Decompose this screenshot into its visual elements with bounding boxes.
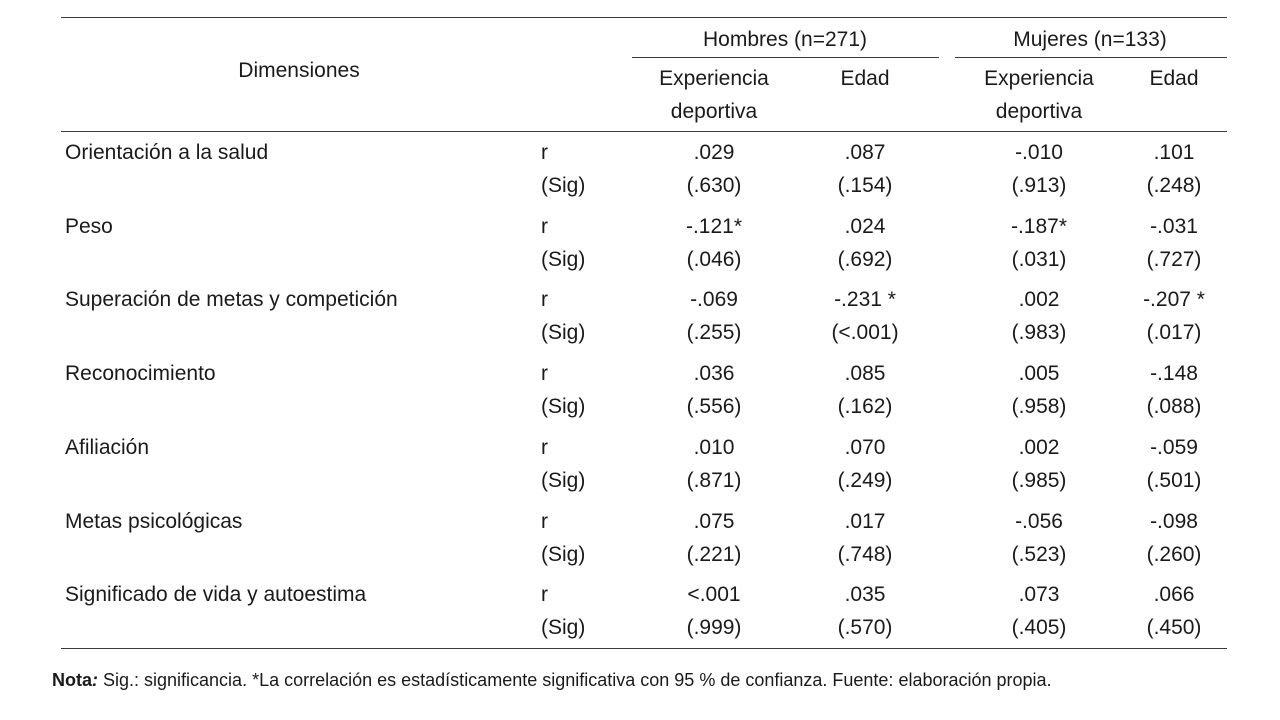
stat-label-sig: (Sig)	[541, 543, 586, 566]
sig-value: (.630)	[686, 174, 742, 197]
r-value: .070	[844, 436, 886, 459]
bottom-rule	[61, 648, 1227, 649]
r-value: -.031	[1150, 215, 1198, 238]
r-value: .017	[844, 510, 886, 533]
r-value: -.069	[690, 288, 738, 311]
stat-label-r: r	[541, 436, 548, 459]
r-value: .075	[693, 510, 735, 533]
group-underline-hombres	[632, 57, 939, 58]
r-value: -.121*	[685, 215, 743, 238]
sig-value: (.031)	[1011, 248, 1067, 271]
sig-value: (.748)	[837, 543, 893, 566]
r-value: .066	[1153, 583, 1195, 606]
sig-value: (.958)	[1011, 395, 1067, 418]
group-header-mujeres: Mujeres (n=133)	[1013, 28, 1167, 51]
dimension-name: Reconocimiento	[65, 362, 216, 385]
r-value: .002	[1018, 436, 1060, 459]
stat-label-sig: (Sig)	[541, 395, 586, 418]
r-value: .024	[844, 215, 886, 238]
sig-value: (.162)	[837, 395, 893, 418]
note-colon: :	[92, 670, 98, 690]
r-value: -.059	[1150, 436, 1198, 459]
dimensions-header: Dimensiones	[238, 59, 360, 82]
dimension-name: Superación de metas y competición	[65, 288, 398, 311]
r-value: .029	[693, 141, 735, 164]
sig-value: (.727)	[1146, 248, 1202, 271]
r-value: .101	[1153, 141, 1195, 164]
stat-label-sig: (Sig)	[541, 321, 586, 344]
r-value: <.001	[687, 583, 741, 606]
sig-value: (.154)	[837, 174, 893, 197]
stat-label-sig: (Sig)	[541, 469, 586, 492]
stat-label-r: r	[541, 288, 548, 311]
r-value: .005	[1018, 362, 1060, 385]
r-value: -.148	[1150, 362, 1198, 385]
stat-label-sig: (Sig)	[541, 616, 586, 639]
sig-value: (.999)	[686, 616, 742, 639]
sig-value: (<.001)	[831, 321, 899, 344]
sig-value: (.248)	[1146, 174, 1202, 197]
dimension-name: Significado de vida y autoestima	[65, 583, 367, 606]
sig-value: (.450)	[1146, 616, 1202, 639]
stat-label-r: r	[541, 215, 548, 238]
table-note	[52, 669, 1052, 691]
dimension-name: Orientación a la salud	[65, 141, 269, 164]
r-value: .002	[1018, 288, 1060, 311]
r-value: .036	[693, 362, 735, 385]
sig-value: (.255)	[686, 321, 742, 344]
sig-value: (.913)	[1011, 174, 1067, 197]
r-value: .087	[844, 141, 886, 164]
r-value: -.056	[1015, 510, 1063, 533]
sig-value: (.985)	[1011, 469, 1067, 492]
r-value: -.231 *	[834, 288, 896, 311]
r-value: .085	[844, 362, 886, 385]
sig-value: (.249)	[837, 469, 893, 492]
r-value: -.187*	[1010, 215, 1068, 238]
sig-value: (.570)	[837, 616, 893, 639]
header-rule	[61, 131, 1227, 132]
stat-label-sig: (Sig)	[541, 248, 586, 271]
sig-value: (.871)	[686, 469, 742, 492]
note-label: Nota	[52, 670, 92, 690]
col-header-edad-hombres: Edad	[840, 67, 890, 90]
dimension-name: Afiliación	[65, 436, 150, 459]
stat-label-r: r	[541, 141, 548, 164]
sig-value: (.983)	[1011, 321, 1067, 344]
dimension-name: Peso	[65, 215, 113, 238]
dimension-name: Metas psicológicas	[65, 510, 243, 533]
sig-value: (.088)	[1146, 395, 1202, 418]
sig-value: (.017)	[1146, 321, 1202, 344]
sig-value: (.501)	[1146, 469, 1202, 492]
sig-value: (.405)	[1011, 616, 1067, 639]
sig-value: (.260)	[1146, 543, 1202, 566]
r-value: .073	[1018, 583, 1060, 606]
col-header-edad-mujeres: Edad	[1149, 67, 1199, 90]
top-rule	[61, 17, 1227, 18]
stat-label-sig: (Sig)	[541, 174, 586, 197]
col-header-experiencia-hombres: Experiencia deportiva	[659, 67, 769, 123]
group-header-hombres: Hombres (n=271)	[703, 28, 867, 51]
r-value: -.098	[1150, 510, 1198, 533]
sig-value: (.692)	[837, 248, 893, 271]
sig-value: (.046)	[686, 248, 742, 271]
sig-value: (.556)	[686, 395, 742, 418]
col-header-experiencia-mujeres: Experiencia deportiva	[984, 67, 1094, 123]
r-value: -.010	[1015, 141, 1063, 164]
stat-label-r: r	[541, 510, 548, 533]
r-value: .010	[693, 436, 735, 459]
stat-label-r: r	[541, 362, 548, 385]
sig-value: (.523)	[1011, 543, 1067, 566]
note-text: Sig.: significancia. *La correlación es estadísticamente significativa con 95 % de confianza. Fuente: elaboración propia.	[98, 670, 1052, 690]
r-value: .035	[844, 583, 886, 606]
r-value: -.207 *	[1143, 288, 1205, 311]
sig-value: (.221)	[686, 543, 742, 566]
stat-label-r: r	[541, 583, 548, 606]
group-underline-mujeres	[955, 57, 1227, 58]
